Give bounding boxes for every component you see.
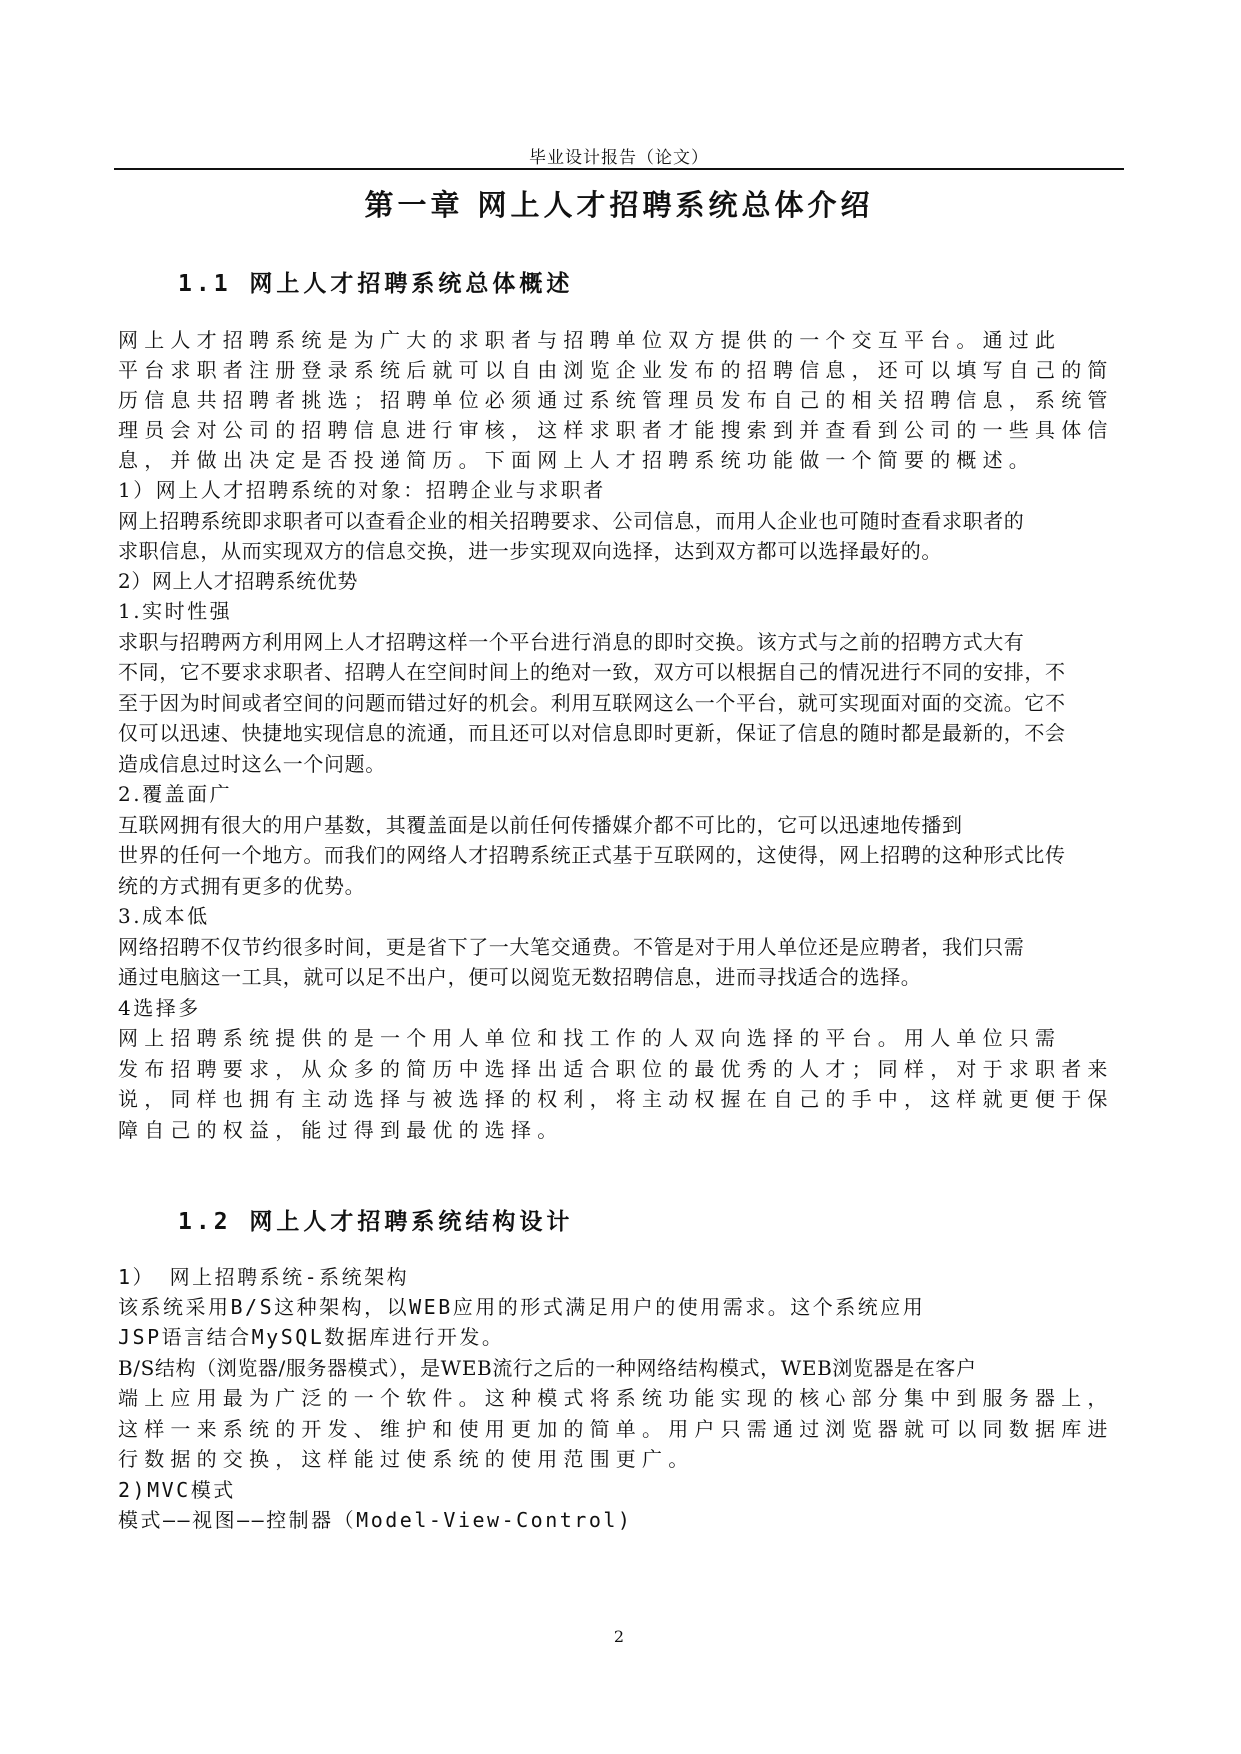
subheading: 2.覆盖面广: [118, 782, 233, 806]
list-item: 1）网上人才招聘系统的对象：招聘企业与求职者: [118, 478, 606, 502]
body-line: 历信息共招聘者挑选；招聘单位必须通过系统管理员发布自己的相关招聘信息，系统管: [118, 388, 1114, 412]
body-line: JSP语言结合MySQL数据库进行开发。: [118, 1325, 505, 1349]
body-line: 模式——视图——控制器（Model-View-Control): [118, 1508, 633, 1532]
body-line: 互联网拥有很大的用户基数，其覆盖面是以前任何传播媒介都不可比的，它可以迅速地传播到: [118, 813, 963, 837]
body-line: B/S结构（浏览器/服务器模式），是WEB流行之后的一种网络结构模式，WEB浏览器是在客户: [118, 1356, 977, 1380]
chapter-title: 第一章 网上人才招聘系统总体介绍: [364, 188, 874, 222]
body-line: 息，并做出决定是否投递简历。下面网上人才招聘系统功能做一个简要的概述。: [118, 448, 1035, 472]
section-heading-1-1: 1.1 网上人才招聘系统总体概述: [178, 271, 574, 297]
list-item: 2）网上人才招聘系统优势: [118, 569, 358, 593]
body-line: 造成信息过时这么一个问题。: [118, 752, 386, 776]
header-rule: [114, 168, 1124, 170]
subheading: 3.成本低: [118, 904, 210, 928]
list-item: 1） 网上招聘系统-系统架构: [118, 1265, 410, 1289]
list-item: 2)MVC模式: [118, 1478, 236, 1502]
body-line: 网上招聘系统提供的是一个用人单位和找工作的人双向选择的平台。用人单位只需: [118, 1026, 1062, 1050]
body-line: 通过电脑这一工具，就可以足不出户，便可以阅览无数招聘信息，进而寻找适合的选择。: [118, 965, 922, 989]
body-line: 该系统采用B/S这种架构，以WEB应用的形式满足用户的使用需求。这个系统应用: [118, 1295, 926, 1319]
body-line: 网上招聘系统即求职者可以查看企业的相关招聘要求、公司信息，而用人企业也可随时查看求职者的: [118, 509, 1025, 533]
body-line: 障自己的权益，能过得到最优的选择。: [118, 1118, 564, 1142]
body-line: 发布招聘要求，从众多的简历中选择出适合职位的最优秀的人才；同样，对于求职者来: [118, 1057, 1114, 1081]
body-line: 至于因为时间或者空间的问题而错过好的机会。利用互联网这么一个平台，就可实现面对面的交流。它不: [118, 691, 1066, 715]
page-header: 毕业设计报告（论文）: [529, 148, 709, 168]
body-line: 说，同样也拥有主动选择与被选择的权利，将主动权握在自己的手中，这样就更便于保: [118, 1087, 1114, 1111]
body-line: 网络招聘不仅节约很多时间，更是省下了一大笔交通费。不管是对于用人单位还是应聘者，我们只需: [118, 935, 1025, 959]
body-line: 不同，它不要求求职者、招聘人在空间时间上的绝对一致，双方可以根据自己的情况进行不同的安排，不: [118, 660, 1066, 684]
body-line: 端上应用最为广泛的一个软件。这种模式将系统功能实现的核心部分集中到服务器上，: [118, 1386, 1114, 1410]
body-line: 理员会对公司的招聘信息进行审核，这样求职者才能搜索到并查看到公司的一些具体信: [118, 418, 1114, 442]
body-line: 仅可以迅速、快捷地实现信息的流通，而且还可以对信息即时更新，保证了信息的随时都是最新的，不会: [118, 721, 1066, 745]
body-line: 统的方式拥有更多的优势。: [118, 874, 366, 898]
body-line: 求职与招聘两方利用网上人才招聘这样一个平台进行消息的即时交换。该方式与之前的招聘方式大有: [118, 630, 1025, 654]
body-line: 世界的任何一个地方。而我们的网络人才招聘系统正式基于互联网的，这使得，网上招聘的这种形式比传: [118, 843, 1066, 867]
body-line: 行数据的交换，这样能过使系统的使用范围更广。: [118, 1447, 695, 1471]
body-line: 网上人才招聘系统是为广大的求职者与招聘单位双方提供的一个交互平台。通过此: [118, 328, 1062, 352]
body-line: 这样一来系统的开发、维护和使用更加的简单。用户只需通过浏览器就可以同数据库进: [118, 1417, 1114, 1441]
subheading: 1.实时性强: [118, 599, 233, 623]
page-number: 2: [613, 1627, 625, 1646]
body-line: 求职信息，从而实现双方的信息交换，进一步实现双向选择，达到双方都可以选择最好的。: [118, 539, 942, 563]
body-line: 平台求职者注册登录系统后就可以自由浏览企业发布的招聘信息，还可以填写自己的简: [118, 358, 1114, 382]
section-heading-1-2: 1.2 网上人才招聘系统结构设计: [178, 1209, 574, 1235]
subheading: 4选择多: [118, 996, 201, 1020]
